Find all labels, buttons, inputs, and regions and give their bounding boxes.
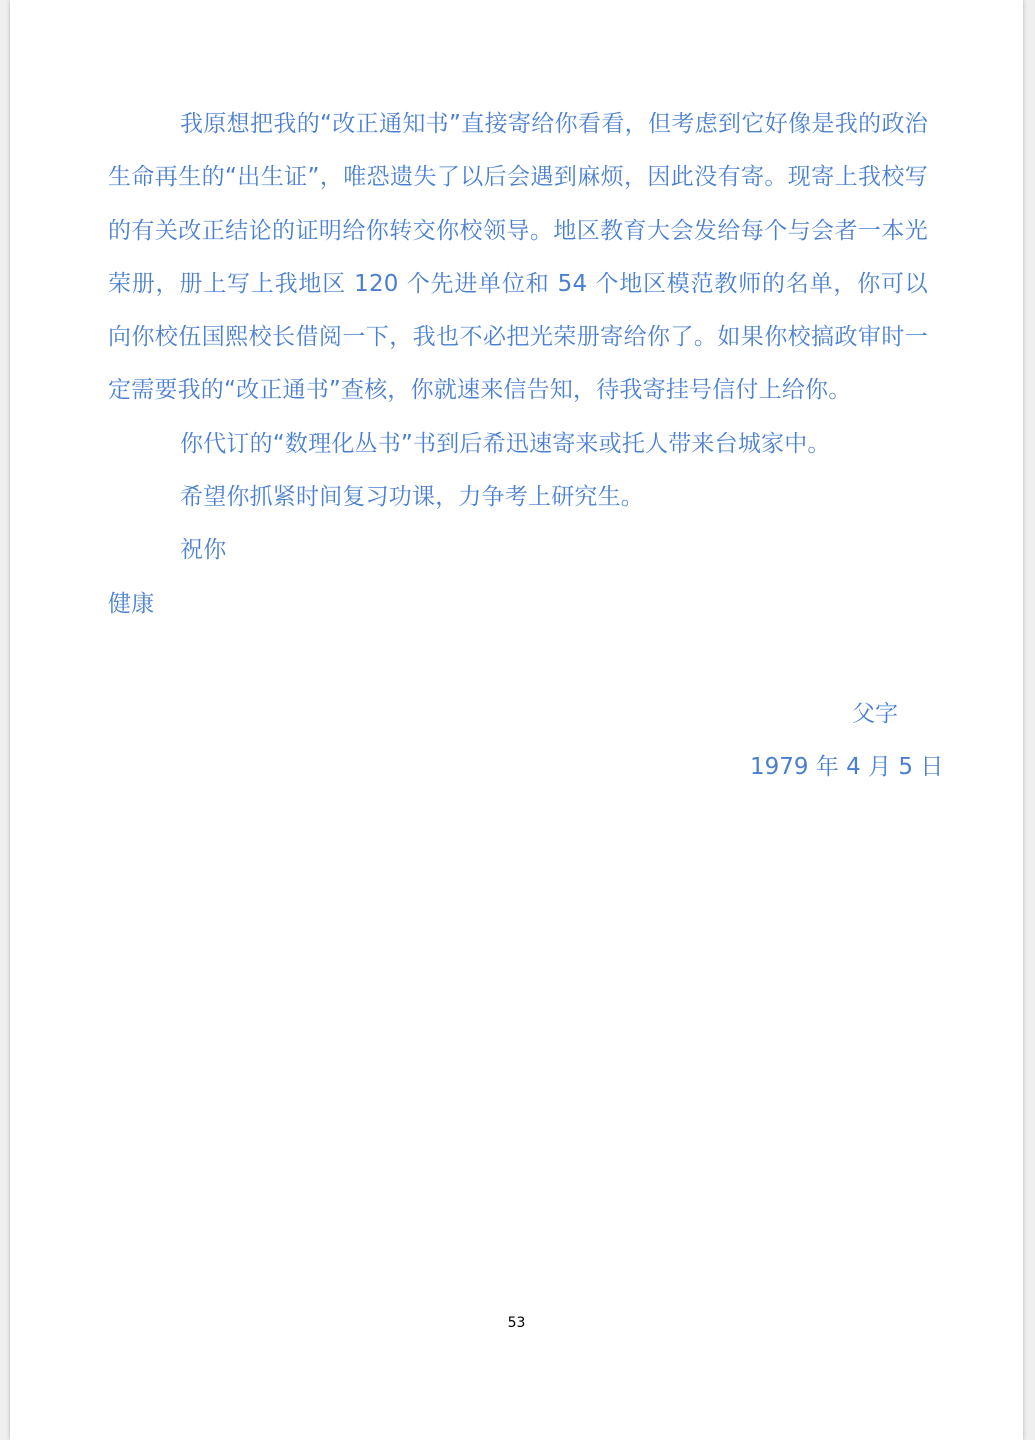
page-number: 53 xyxy=(507,1315,526,1331)
closing-line: 健康 xyxy=(108,590,155,617)
letter-body xyxy=(108,98,928,631)
letter-date: 1979 年 4 月 5 日 xyxy=(750,754,944,780)
document-page xyxy=(10,0,1023,1440)
signature: 父字 xyxy=(852,701,898,727)
paragraph-1: 我原想把我的“改正通知书”直接寄给你看看，但考虑到它好像是我的政治生命再生的“出生证”，唯恐遗失了以后会遇到麻烦，因此没有寄。现寄上我校写的有关改正结论的证明给你转交你校领导。地区教育大会发给每个与会者一本光荣册，册上写上我地区 120 个先进单位和 54 个地区模范教师的名单，你可以向你校伍国熙校长借阅一下，我也不必把光荣册寄给你了。如果你校搞政审时一定需要我的“改正通书”查核，你就速来信告知，待我寄挂号信付上给你。 xyxy=(108,111,928,404)
paragraph-3: 希望你抓紧时间复习功课，力争考上研究生。 xyxy=(180,484,644,511)
paragraph-2: 你代订的“数理化丛书”书到后希迅速寄来或托人带来台城家中。 xyxy=(180,430,831,457)
salutation-line: 祝你 xyxy=(180,537,227,564)
